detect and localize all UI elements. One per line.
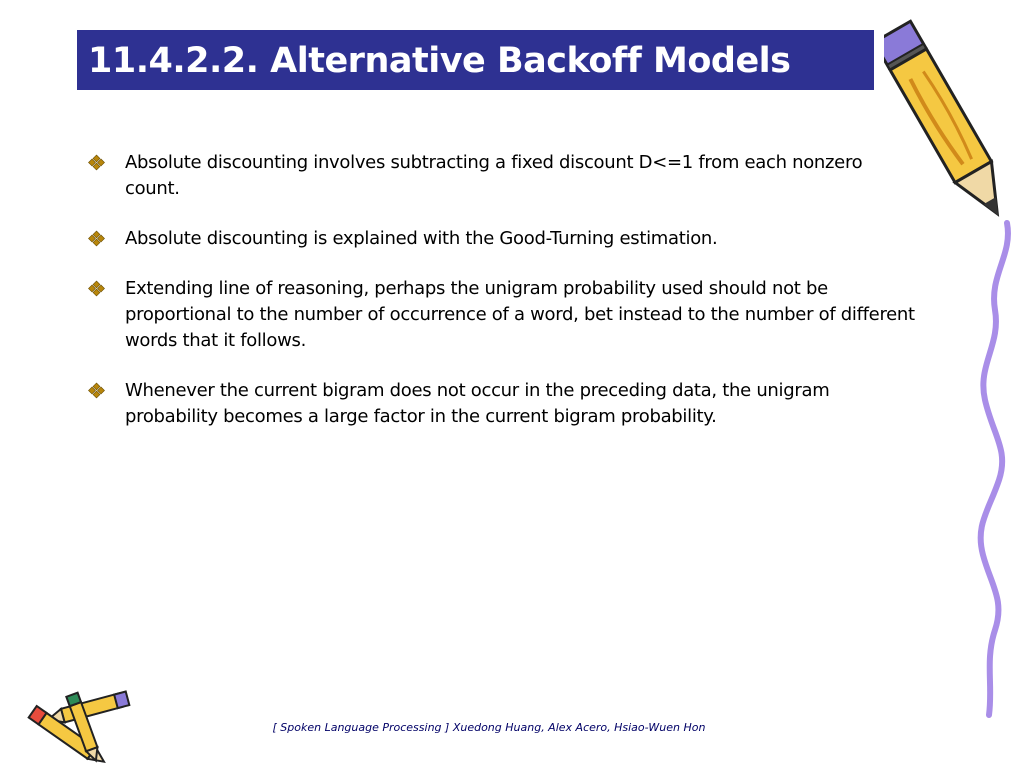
footer-credit: [ Spoken Language Processing ] Xuedong Huang, Alex Acero, Hsiao-Wuen Hon xyxy=(272,721,706,734)
bullet-text: Absolute discounting is explained with the Good-Turning estimation. xyxy=(125,228,718,249)
bullet-item xyxy=(88,378,918,430)
bullet-list xyxy=(88,150,918,454)
bullet-text: Whenever the current bigram does not occur in the preceding data, the unigram probability becomes a large factor in the current bigram probability. xyxy=(125,380,830,427)
bullet-text: Extending line of reasoning, perhaps the unigram probability used should not be proportional to the number of occurrence of a word, bet instead to the number of different words that it follows. xyxy=(125,278,915,351)
diamond-bullet-icon xyxy=(88,230,105,247)
bullet-item xyxy=(88,150,918,202)
bullet-item xyxy=(88,276,918,354)
diamond-bullet-icon xyxy=(88,280,105,297)
pencil-icon xyxy=(884,6,1014,246)
diamond-bullet-icon xyxy=(88,382,105,399)
squiggle-line-icon xyxy=(955,215,1024,725)
diamond-bullet-icon xyxy=(88,154,105,171)
title-bar xyxy=(77,30,874,90)
slide-title: 11.4.2.2. Alternative Backoff Models xyxy=(88,41,791,81)
bullet-item xyxy=(88,226,918,252)
bullet-text: Absolute discounting involves subtracting a fixed discount D<=1 from each nonzero count. xyxy=(125,152,863,199)
